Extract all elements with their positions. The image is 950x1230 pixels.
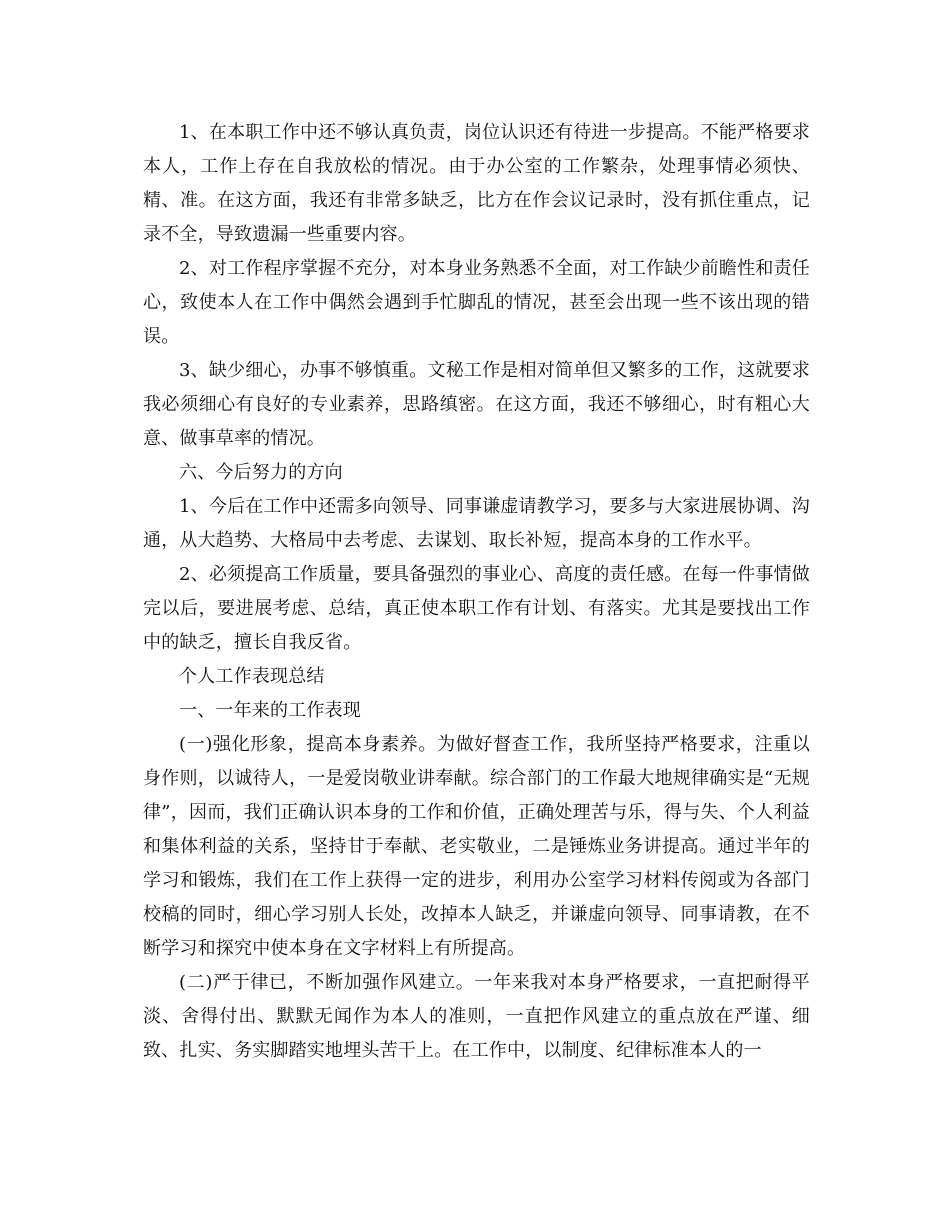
section-heading-year-performance: 一、一年来的工作表现	[179, 700, 361, 721]
paragraph-2: 2、对工作程序掌握不充分，对本身业务熟悉不全面，对工作缺少前瞻性和责任心，致使本人在工作中偶然会遇到手忙脚乱的情况，甚至会出现一些不该出现的错误。	[143, 258, 810, 347]
document-title: 个人工作表现总结	[179, 666, 325, 687]
paragraph-5: 2、必须提高工作质量，要具备强烈的事业心、高度的责任感。在每一件事情做完以后，要进展考虑、总结，真正使本职工作有计划、有落实。尤其是要找出工作中的缺乏，擅长自我反省。	[143, 564, 810, 653]
section-heading-future-direction: 六、今后努力的方向	[179, 462, 343, 483]
paragraph-3: 3、缺少细心，办事不够慎重。文秘工作是相对简单但又繁多的工作，这就要求我必须细心有良好的专业素养，思路缜密。在这方面，我还不够细心，时有粗心大意、做事草率的情况。	[143, 360, 810, 449]
paragraph-4: 1、今后在工作中还需多向领导、同事谦虚请教学习，要多与大家进展协调、沟通，从大趋势、大格局中去考虑、去谋划、取长补短，提高本身的工作水平。	[143, 496, 810, 551]
paragraph-1: 1、在本职工作中还不够认真负责，岗位认识还有待进一步提高。不能严格要求本人，工作上存在自我放松的情况。由于办公室的工作繁杂，处理事情必须快、精、准。在这方面，我还有非常多缺乏，比方在作会议记录时，没有抓住重点，记录不全，导致遗漏一些重要内容。	[143, 122, 810, 245]
paragraph-6: (一)强化形象，提高本身素养。为做好督查工作，我所坚持严格要求，注重以身作则，以诚待人，一是爱岗敬业讲奉献。综合部门的工作最大地规律确实是“无规律”，因而，我们正确认识本身的工作和价值，正确处理苦与乐，得与失、个人利益和集体利益的关系，坚持甘于奉献、老实敬业，二是锤炼业务讲提高。通过半年的学习和锻炼，我们在工作上获得一定的进步，利用办公室学习材料传阅或为各部门校稿的同时，细心学习别人长处，改掉本人缺乏，并谦虚向领导、同事请教，在不断学习和探究中使本身在文字材料上有所提高。	[143, 734, 810, 959]
paragraph-7: (二)严于律已，不断加强作风建立。一年来我对本身严格要求，一直把耐得平淡、舍得付出、默默无闻作为本人的准则，一直把作风建立的重点放在严谨、细致、扎实、务实脚踏实地埋头苦干上。在工作中，以制度、纪律标准本人的一	[143, 972, 810, 1061]
